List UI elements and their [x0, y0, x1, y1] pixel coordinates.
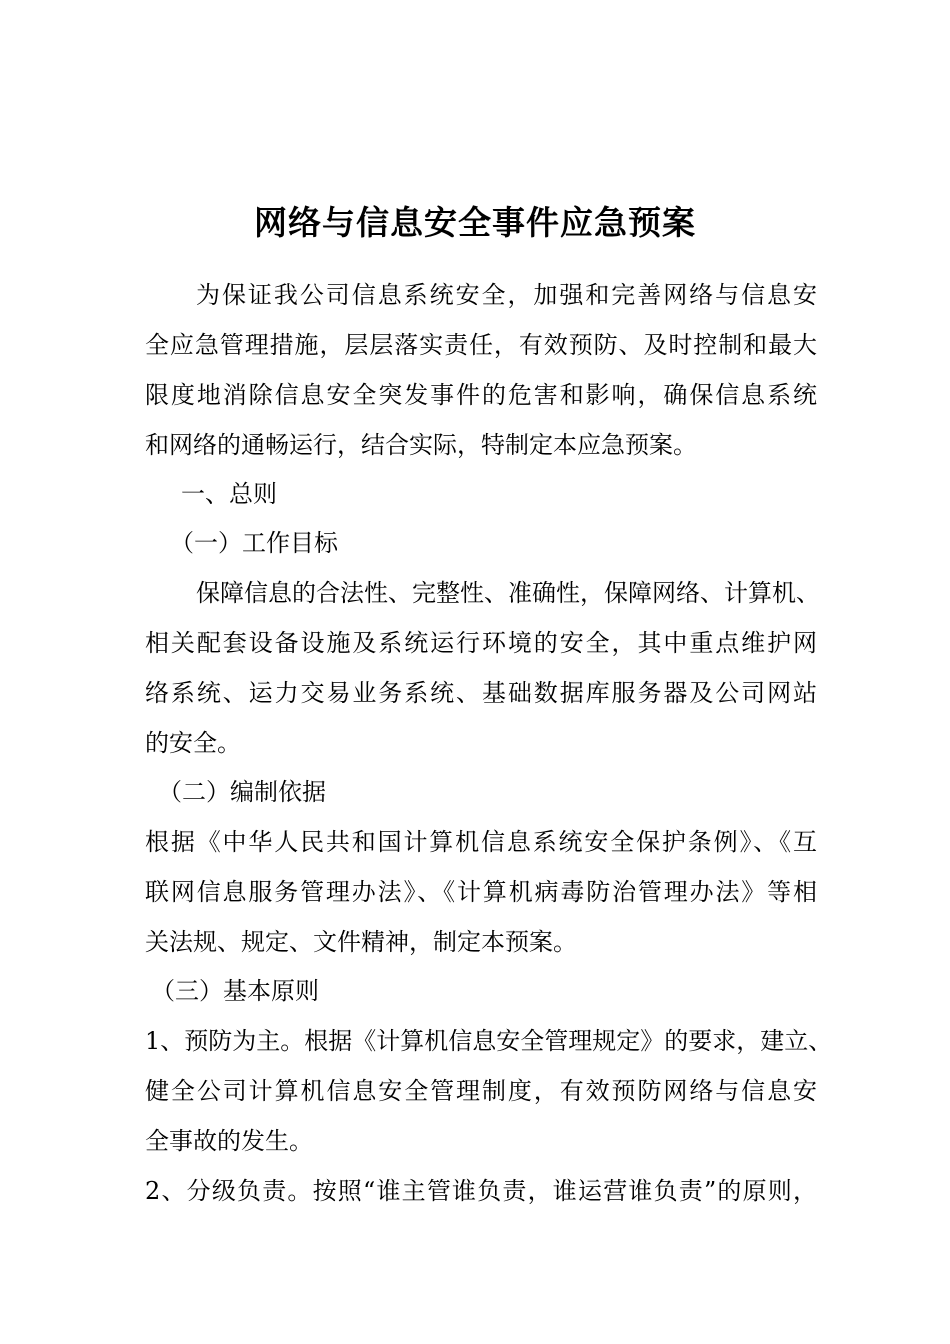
paragraph-line: 限度地消除信息安全突发事件的危害和影响，确保信息系统 — [145, 381, 817, 409]
paragraph-line: 保障信息的合法性、完整性、准确性，保障网络、计算机、 — [196, 579, 820, 607]
paragraph-line: 络系统、运力交易业务系统、基础数据库服务器及公司网站 — [145, 679, 817, 707]
paragraph-line: 的安全。 — [145, 729, 241, 757]
paragraph-line: 2、分级负责。按照“谁主管谁负责，谁运营谁负责”的原则， — [145, 1177, 817, 1205]
paragraph-line: 健全公司计算机信息安全管理制度，有效预防网络与信息安 — [145, 1077, 817, 1105]
paragraph-line: 根据《中华人民共和国计算机信息系统安全保护条例》、《互 — [145, 828, 817, 856]
subsection-heading: （三）基本原则 — [151, 977, 319, 1005]
paragraph-line: 为保证我公司信息系统安全，加强和完善网络与信息安 — [196, 281, 817, 309]
subsection-heading: （二）编制依据 — [158, 778, 326, 806]
paragraph-line: 相关配套设备设施及系统运行环境的安全，其中重点维护网 — [145, 629, 817, 657]
document-title: 网络与信息安全事件应急预案 — [254, 203, 696, 242]
paragraph-line: 联网信息服务管理办法》、《计算机病毒防治管理办法》等相 — [145, 878, 817, 906]
paragraph-line: 全应急管理措施，层层落实责任，有效预防、及时控制和最大 — [145, 331, 817, 359]
section-heading: 一、总则 — [181, 480, 277, 508]
subsection-heading: （一）工作目标 — [170, 529, 338, 557]
paragraph-line: 全事故的发生。 — [145, 1127, 313, 1155]
paragraph-line: 关法规、规定、文件精神，制定本预案。 — [145, 928, 577, 956]
paragraph-line: 和网络的通畅运行，结合实际，特制定本应急预案。 — [145, 431, 697, 459]
paragraph-line: 1、预防为主。根据《计算机信息安全管理规定》的要求，建立、 — [145, 1027, 833, 1055]
